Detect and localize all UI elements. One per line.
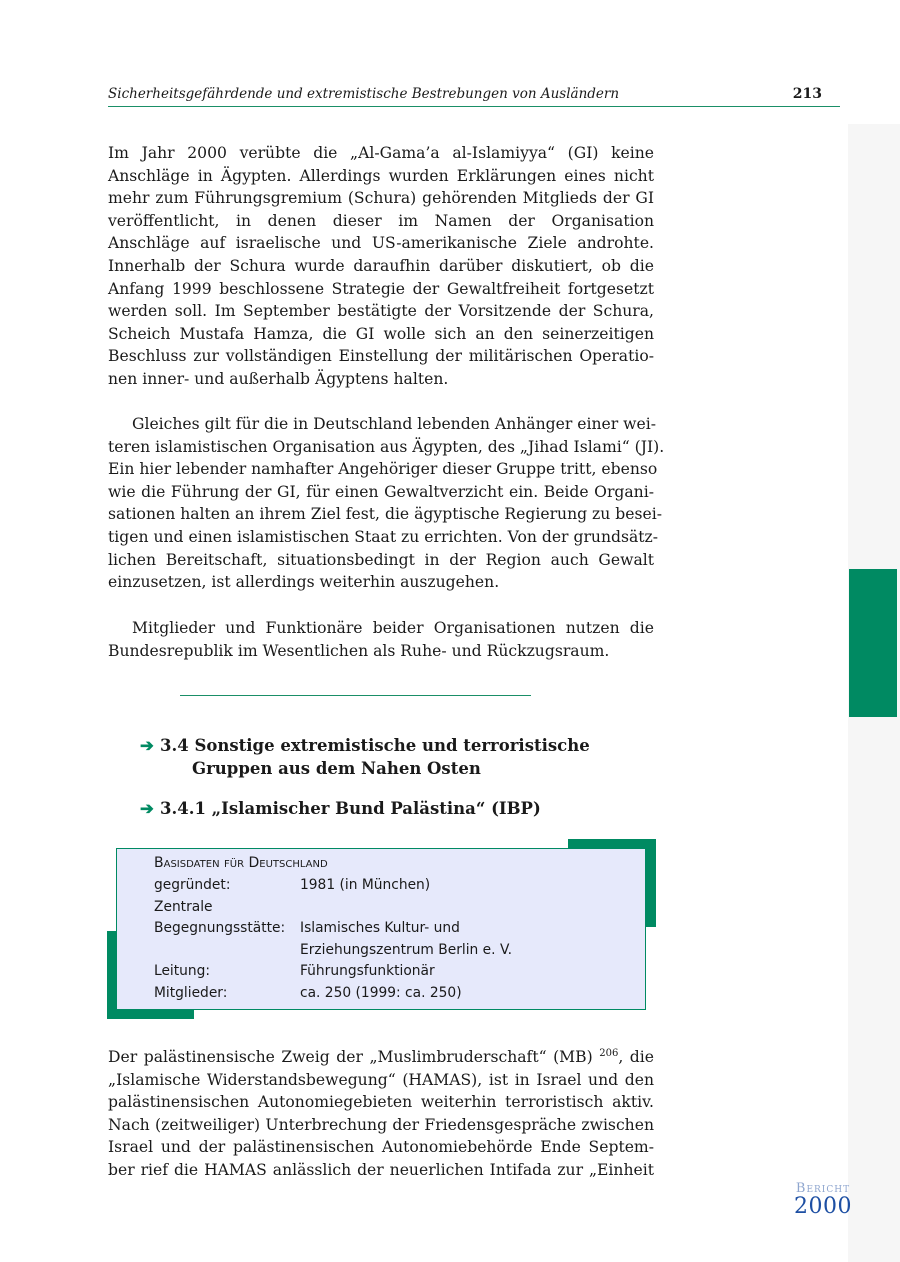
heading-line: 3.4 Sonstige extremistische und terroristische bbox=[160, 736, 590, 755]
text-line: teren islamistischen Organisation aus Ägypten, des „Jihad Islami“ (JI). bbox=[108, 437, 665, 456]
text-line: Anfang 1999 beschlossene Strategie der Gewaltfreiheit fortgesetzt bbox=[108, 279, 654, 298]
page-number: 213 bbox=[792, 86, 822, 102]
text-line: Nach (zeitweiliger) Unterbrechung der Friedensgespräche zwischen bbox=[108, 1115, 654, 1134]
section-divider bbox=[180, 695, 531, 696]
text-line: Scheich Mustafa Hamza, die GI wolle sich an den seinerzeitigen bbox=[108, 324, 654, 343]
text-line bbox=[108, 1046, 654, 1069]
paragraph-ji bbox=[108, 413, 665, 594]
footnote-ref: 206 bbox=[599, 1047, 619, 1059]
section-heading-3-4-1 bbox=[140, 797, 541, 820]
box-title: Basisdaten für Deutschland bbox=[154, 855, 328, 871]
text-line: Bundesrepublik im Wesentlichen als Ruhe- und Rückzugsraum. bbox=[108, 641, 610, 660]
logo-year: 2000 bbox=[794, 1194, 852, 1219]
page-header bbox=[108, 86, 840, 107]
text-line: Im Jahr 2000 verübte die „Al-Gama’a al-Islamiyya“ (GI) keine bbox=[108, 144, 654, 162]
text-line: veröffentlicht, in denen dieser im Namen der Organisation bbox=[108, 211, 654, 230]
data-value: Erziehungszentrum Berlin e. V. bbox=[300, 941, 512, 958]
paragraph-members bbox=[108, 617, 654, 662]
data-label: Leitung: bbox=[154, 963, 211, 979]
text-line: lichen Bereitschaft, situationsbedingt in der Region auch Gewalt bbox=[108, 550, 654, 569]
heading-line: Gruppen aus dem Nahen Osten bbox=[192, 759, 481, 778]
data-value: ca. 250 (1999: ca. 250) bbox=[300, 984, 462, 1001]
logo-word: Bericht bbox=[795, 1181, 851, 1196]
text-line: ber rief die HAMAS anlässlich der neuerlichen Intifada zur „Einheit bbox=[108, 1160, 654, 1179]
text-fragment: Der palästinensische Zweig der „Muslimbruderschaft“ (MB) bbox=[108, 1048, 600, 1066]
heading-line: 3.4.1 „Islamischer Bund Palästina“ (IBP) bbox=[160, 799, 541, 818]
arrow-right-icon: ➔ bbox=[140, 736, 154, 755]
text-line: wie die Führung der GI, für einen Gewaltverzicht ein. Beide Organi- bbox=[108, 482, 654, 501]
text-line: Gleiches gilt für die in Deutschland lebenden Anhänger einer wei- bbox=[132, 415, 656, 433]
text-line: einzusetzen, ist allerdings weiterhin auszugehen. bbox=[108, 573, 500, 592]
text-line: Anschläge auf israelische und US-amerikanische Ziele androhte. bbox=[108, 234, 654, 253]
data-value: 1981 (in München) bbox=[300, 877, 431, 893]
text-line: Innerhalb der Schura wurde daraufhin darüber diskutiert, ob die bbox=[108, 256, 654, 275]
text-line: sationen halten an ihrem Ziel fest, die ägyptische Regierung zu besei- bbox=[108, 505, 662, 524]
bericht-2000-logo bbox=[788, 1182, 858, 1218]
data-label: Begegnungsstätte: bbox=[154, 920, 286, 936]
arrow-right-icon: ➔ bbox=[140, 799, 154, 818]
paragraph-hamas bbox=[108, 1046, 654, 1182]
data-label: Mitglieder: bbox=[154, 984, 228, 1001]
text-fragment: , die bbox=[618, 1048, 654, 1066]
text-line: Ein hier lebender namhafter Angehöriger dieser Gruppe tritt, ebenso bbox=[108, 460, 658, 479]
data-label: gegründet: bbox=[154, 877, 231, 893]
text-line: nen inner- und außerhalb Ägyptens halten. bbox=[108, 369, 449, 388]
text-line: Mitglieder und Funktionäre beider Organisationen nutzen die bbox=[132, 619, 654, 637]
chapter-tab-marker bbox=[849, 569, 897, 717]
text-line: Israel und der palästinensischen Autonomiebehörde Ende Septem- bbox=[108, 1138, 654, 1157]
text-line: Anschläge in Ägypten. Allerdings wurden Erklärungen eines nicht bbox=[108, 166, 654, 185]
text-line: Beschluss zur vollständigen Einstellung der militärischen Operatio- bbox=[108, 347, 654, 366]
text-line: „Islamische Widerstandsbewegung“ (HAMAS), ist in Israel und den bbox=[108, 1070, 654, 1089]
text-line: palästinensischen Autonomiegebieten weiterhin terroristisch aktiv. bbox=[108, 1093, 654, 1112]
paragraph-gi bbox=[108, 142, 654, 391]
basisdaten-box bbox=[116, 848, 646, 1010]
text-line: werden soll. Im September bestätigte der Vorsitzende der Schura, bbox=[108, 302, 654, 321]
section-heading-3-4 bbox=[140, 734, 590, 780]
text-line: mehr zum Führungsgremium (Schura) gehörenden Mitglieds der GI bbox=[108, 189, 654, 208]
running-title: Sicherheitsgefährdende und extremistische Bestrebungen von Ausländern bbox=[108, 86, 620, 102]
data-label: Zentrale bbox=[154, 898, 213, 915]
data-value: Islamisches Kultur- und bbox=[300, 920, 460, 936]
data-value: Führungsfunktionär bbox=[300, 963, 435, 979]
text-line: tigen und einen islamistischen Staat zu errichten. Von der grundsätz- bbox=[108, 527, 659, 546]
